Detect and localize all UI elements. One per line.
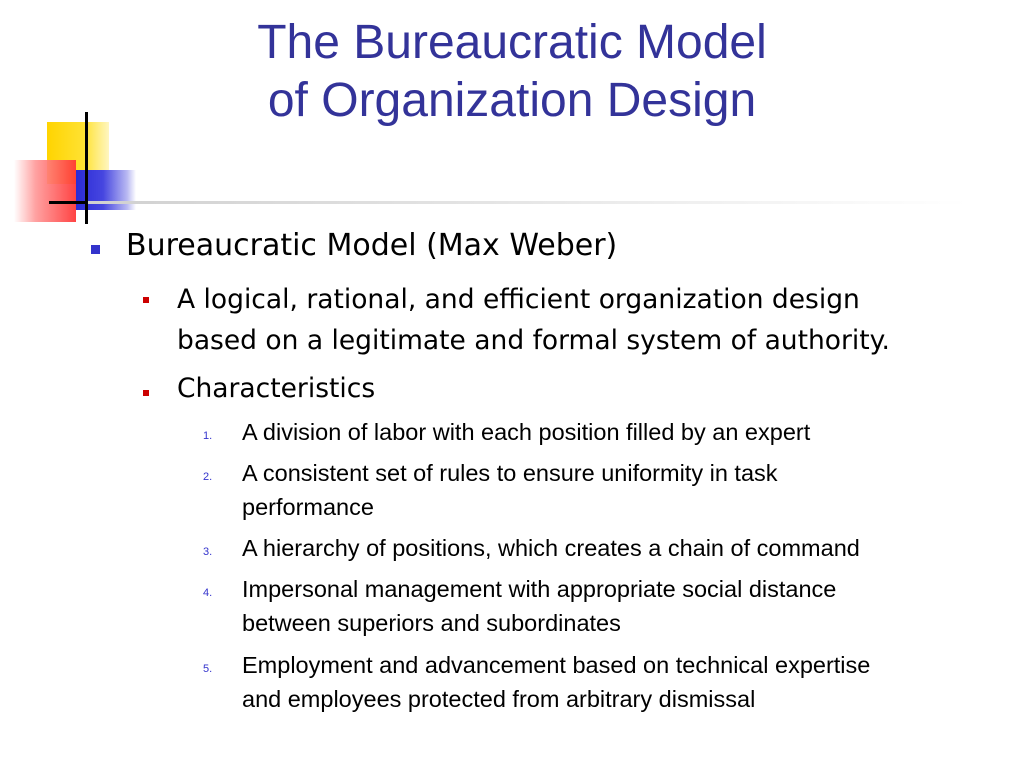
list-number: 3. — [203, 546, 213, 558]
list-item-4-line-2: between superiors and subordinates — [242, 610, 621, 636]
list-item-5-line-2: and employees protected from arbitrary dismissal — [242, 686, 756, 712]
bullet-definition-line-1: A logical, rational, and efficient organization design — [177, 284, 860, 315]
title-line-2: of Organization Design — [267, 74, 757, 127]
list-item-4-line-1: Impersonal management with appropriate social distance — [242, 576, 837, 602]
bullet-square-icon — [91, 245, 100, 254]
list-item-2-line-2: performance — [242, 494, 374, 520]
list-number: 1. — [203, 430, 213, 442]
list-number: 5. — [203, 663, 213, 675]
bullet-square-icon — [143, 390, 149, 396]
bullet-definition-line-2: based on a legitimate and formal system of authority. — [177, 325, 890, 356]
list-item-1: A division of labor with each position filled by an expert — [242, 419, 811, 445]
list-number: 2. — [203, 471, 213, 483]
title-line-1: The Bureaucratic Model — [257, 16, 767, 69]
bullet-characteristics: Characteristics — [177, 373, 376, 404]
list-item-3: A hierarchy of positions, which creates a chain of command — [242, 535, 860, 561]
list-item-5-line-1: Employment and advancement based on technical expertise — [242, 652, 871, 678]
list-number: 4. — [203, 587, 213, 599]
bullet-square-icon — [143, 297, 149, 303]
list-item-2-line-1: A consistent set of rules to ensure uniformity in task — [242, 460, 778, 486]
bullet-level-1: Bureaucratic Model (Max Weber) — [126, 228, 618, 263]
